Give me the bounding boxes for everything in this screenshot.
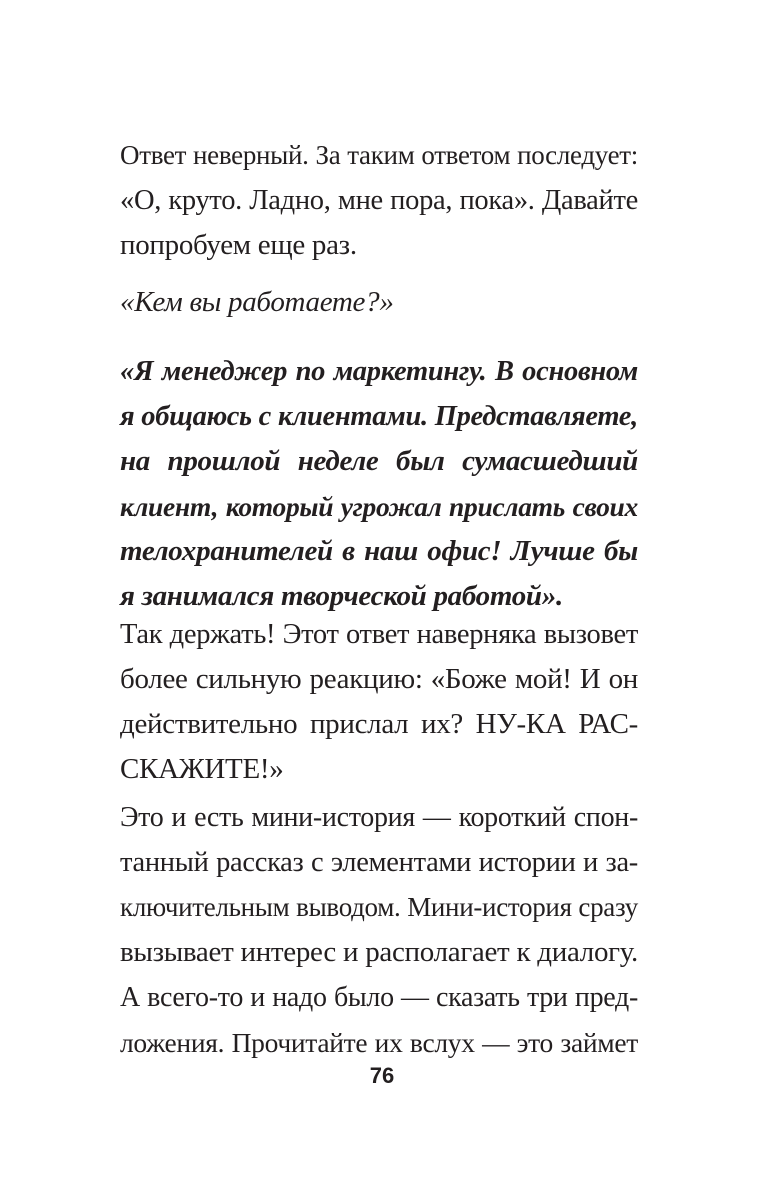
text-line: телохранителей в наш офис! Лучше бы <box>120 535 638 567</box>
text-line: «Я менеджер по маркетингу. В основном <box>120 356 638 387</box>
text-line: Это и есть мини-история — короткий спон- <box>120 802 638 833</box>
paragraph-answer-quote <box>120 349 638 619</box>
text-line: Ответ неверный. За таким ответом последует: <box>120 140 638 170</box>
paragraph-keep-it-up <box>120 612 638 792</box>
text-line: попробуем еще раз. <box>120 229 357 261</box>
page-number: 76 <box>369 1063 395 1088</box>
text-line: ключительным выводом. Мини-история сразу <box>120 892 638 922</box>
text-line: вызывает интерес и располагает к диалогу. <box>120 936 638 968</box>
text-line: на прошлой неделе был сумасшедший <box>120 445 638 477</box>
text-line: я общаюсь с клиентами. Представляете, <box>120 401 638 432</box>
text-line: я занимался творческой работой». <box>120 580 563 612</box>
paragraph-question <box>120 280 638 325</box>
text-line: танный рассказ с элементами истории и за- <box>120 847 638 878</box>
text-line: А всего-то и надо было — сказать три пред- <box>120 982 638 1013</box>
text-line: ложения. Прочитайте их вслух — это займет <box>120 1027 638 1058</box>
text-line: Так держать! Этот ответ наверняка вызовет <box>120 619 638 650</box>
text-line: «О, круто. Ладно, мне пора, пока». Давайте <box>120 185 638 216</box>
paragraph-mini-story <box>120 795 638 1065</box>
paragraph-wrong-answer <box>120 133 638 268</box>
text-line: клиент, который угрожал прислать своих <box>120 491 638 522</box>
text-line: СКАЖИТЕ!» <box>120 753 284 785</box>
text-line: «Кем вы работаете?» <box>120 286 394 318</box>
text-line: более сильную реакцию: «Боже мой! И он <box>120 663 638 695</box>
text-line: действительно прислал их? НУ-КА РАС- <box>120 708 638 740</box>
